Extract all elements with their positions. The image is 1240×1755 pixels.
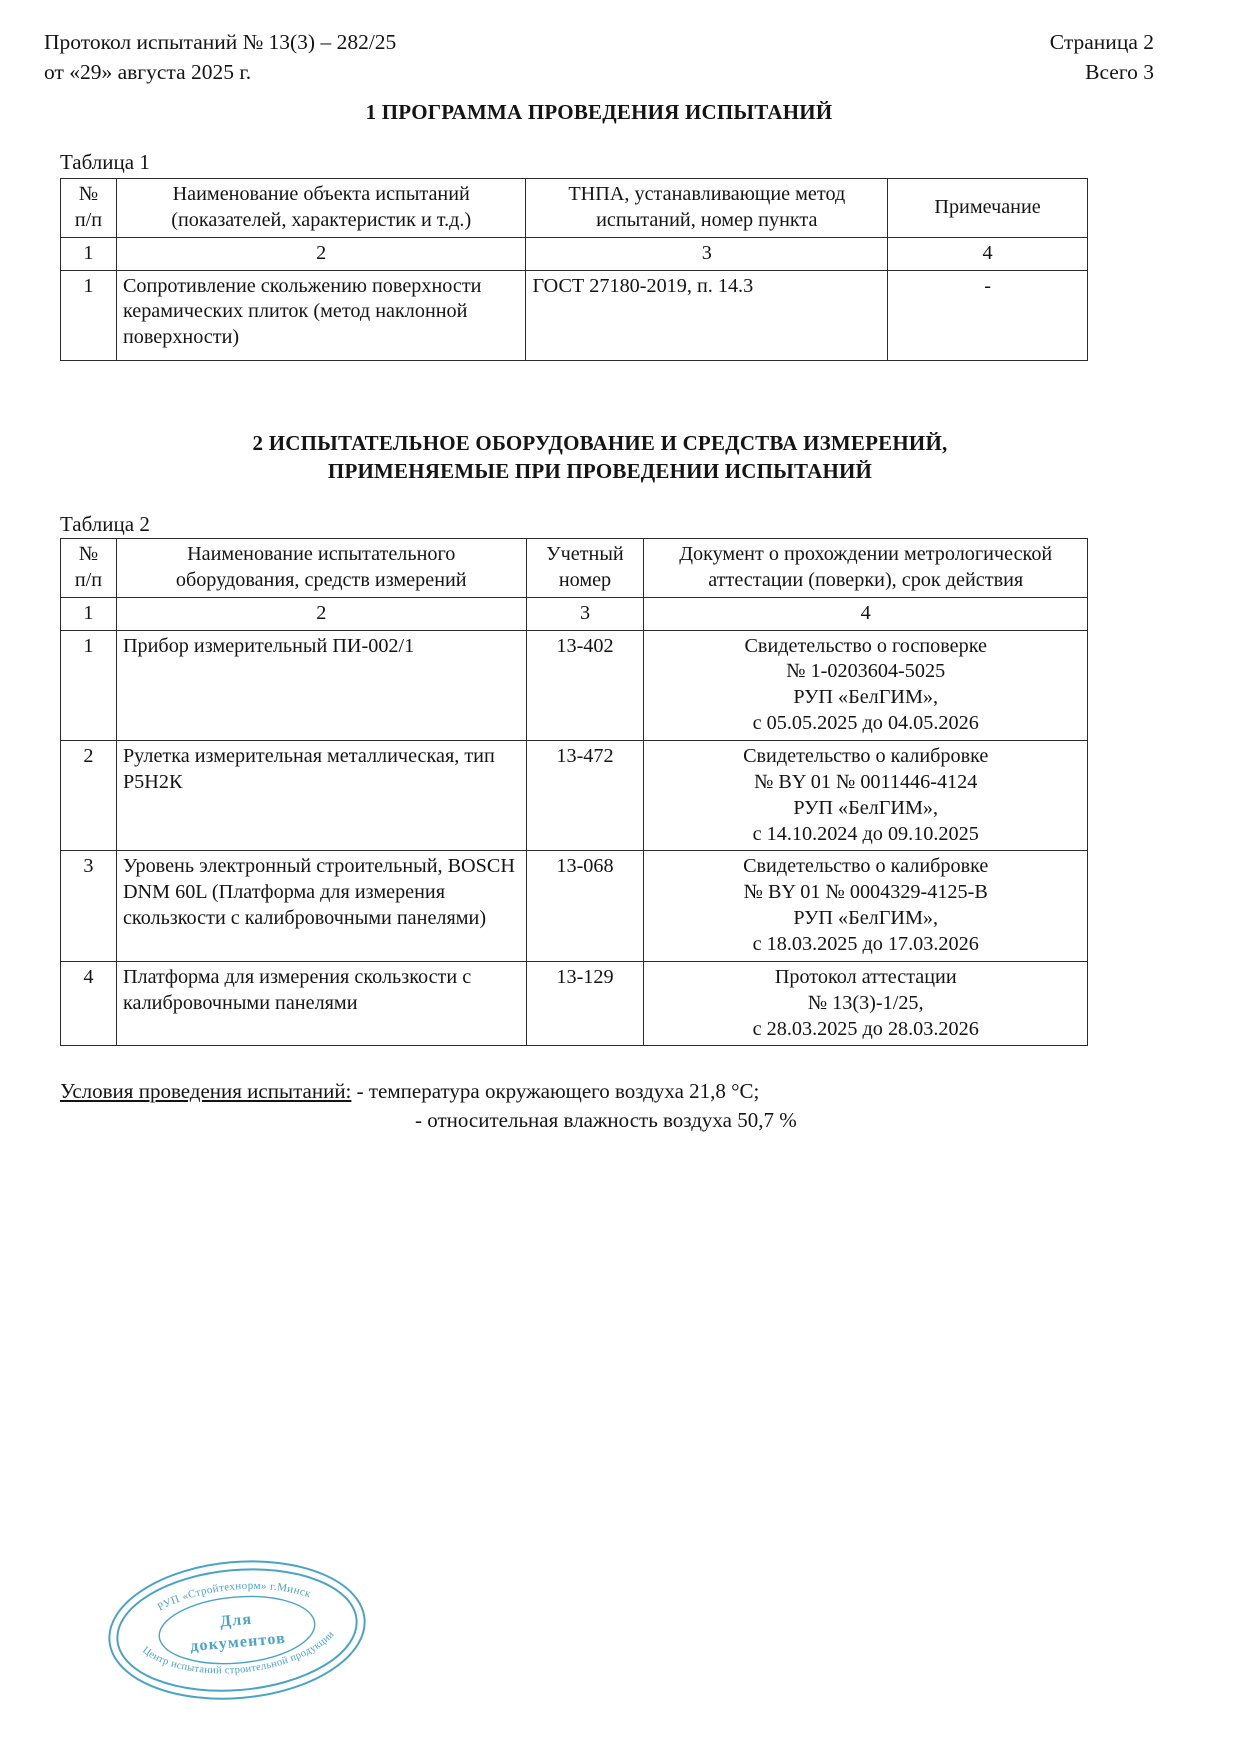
table-2-header-document: Документ о прохождении метрологической аттестации (поверки), срок действия [644,539,1088,598]
table-1-row-1-note: - [888,270,1088,360]
table-2-row-3-document [644,851,1088,961]
test-conditions-humidity: - относительная влажность воздуха 50,7 % [415,1108,797,1133]
table-2-row-3-doc-line-2: № BY 01 № 0004329-4125-В [743,881,988,904]
table-1-colnum-2: 2 [116,237,526,270]
table-2-colnum-1: 1 [61,597,117,630]
table-2-row-1-doc-line-4: с 05.05.2025 до 04.05.2026 [752,712,979,735]
table-2-header-regnum-line1: Учетный [546,543,624,565]
table-2-row-1-np: 1 [61,630,117,740]
stamp-center-line-1: Для [219,1610,253,1631]
table-2-row-4-doc-line-3: с 28.03.2025 до 28.03.2026 [752,1017,979,1040]
table-1-header-object: Наименование объекта испытаний (показателей, характеристик и т.д.) [116,179,526,238]
table-2-row-4-name: Платформа для измерения скользкости с калибровочными панелями [116,961,526,1046]
table-2-row-4-np: 4 [61,961,117,1046]
section-2-title-line2: ПРИМЕНЯЕМЫЕ ПРИ ПРОВЕДЕНИИ ИСПЫТАНИЙ [327,458,873,483]
stamp-bottom-text: Центр испытаний строительной продукции [140,1629,337,1677]
table-2-header-np [61,539,117,598]
table-2-row-1-name: Прибор измерительный ПИ-002/1 [116,630,526,740]
section-2-title-line1: 2 ИСПЫТАТЕЛЬНОЕ ОБОРУДОВАНИЕ И СРЕДСТВА ИЗМЕРЕНИЙ, [252,431,948,455]
table-2-row-2-doc-line-1: Свидетельство о калибровке [743,745,989,768]
header-protocol-info [44,28,396,87]
table-2-row-3-regnum: 13-068 [526,851,644,961]
table-1-header-np [61,179,117,238]
table-2-row-1-doc-line-3: РУП «БелГИМ», [793,686,939,709]
page-number-label: Страница 2 [1049,30,1154,54]
section-1-title: 1 ПРОГРАММА ПРОВЕДЕНИЯ ИСПЫТАНИЙ [365,100,833,124]
table-2-row-2-name: Рулетка измерительная металлическая, тип Р5Н2К [116,741,526,851]
table-2-row-1-regnum: 13-402 [526,630,644,740]
table-2-row-2-np: 2 [61,741,117,851]
table-1-colnum-4: 4 [888,237,1088,270]
table-2-header-name: Наименование испытательного оборудования, средств измерений [116,539,526,598]
table-2-colnum-2: 2 [116,597,526,630]
test-conditions [60,1077,1110,1136]
table-2-colnum-3: 3 [526,597,644,630]
table-1-header-np-line2: п/п [74,208,103,231]
table-1-row-1-tnpa: ГОСТ 27180-2019, п. 14.3 [526,270,888,360]
table-2-row-1-doc-line-2: № 1-0203604-5025 [786,660,946,683]
table-numbering-row [61,237,1088,270]
program-table [60,178,1088,361]
table-2-header-np-line2: п/п [74,568,103,591]
table-1-row-1-object: Сопротивление скольжению поверхности керамических плиток (метод наклонной поверхности) [116,270,526,360]
table-2-row-3-doc-line-1: Свидетельство о калибровке [743,855,989,878]
table-numbering-row [61,597,1088,630]
svg-text:РУП «Стройтехнорм» г.Минск [154,1574,314,1614]
test-conditions-line-1 [60,1077,1110,1106]
stamp-graphic [99,1544,376,1717]
table-2-row-1-doc-line-1: Свидетельство о госповерке [744,634,987,657]
table-2-row-2-doc-line-4: с 14.10.2024 до 09.10.2025 [752,822,979,845]
table-2-row-2-doc-line-3: РУП «БелГИМ», [793,796,939,819]
table-row [61,741,1088,851]
table-1-colnum-3: 3 [526,237,888,270]
document-header [44,28,1154,87]
table-2-row-4-document [644,961,1088,1046]
table-1-header-np-line1: № [78,183,99,205]
header-pagination [1050,28,1154,87]
table-1-colnum-1: 1 [61,237,117,270]
header-protocol-number: Протокол испытаний № 13(3) – 282/25 [44,30,397,54]
table-2-row-3-doc-line-3: РУП «БелГИМ», [793,907,939,930]
table-1-row-1-np: 1 [61,270,117,360]
table-2-header-regnum [526,539,644,598]
stamp-center-line-2: документов [189,1629,287,1656]
table-1-header-tnpa: ТНПА, устанавливающие метод испытаний, номер пункта [526,179,888,238]
table-2-row-4-regnum: 13-129 [526,961,644,1046]
official-stamp [99,1544,376,1717]
table-2-header-regnum-line2: номер [558,568,612,591]
test-conditions-label: Условия проведения испытаний: [60,1079,352,1103]
table-2-colnum-4: 4 [644,597,1088,630]
table-2-row-3-name: Уровень электронный строительный, BOSCH DNM 60L (Платформа для измерения скользкости с калибровочными панелями) [116,851,526,961]
table-2-row-1-document [644,630,1088,740]
table-row [61,630,1088,740]
stamp-top-text: РУП «Стройтехнорм» г.Минск [155,1579,313,1614]
section-2-title [100,430,1100,485]
table-2-caption: Таблица 2 [60,512,150,536]
table-1-caption: Таблица 1 [60,150,150,174]
table-2-row-2-regnum: 13-472 [526,741,644,851]
table-row [61,851,1088,961]
table-2-row-4-doc-line-1: Протокол аттестации [774,965,957,988]
total-pages-label: Всего 3 [1085,59,1154,84]
table-header-row [61,179,1088,238]
test-conditions-temperature: - температура окружающего воздуха 21,8 °С; [351,1079,760,1103]
equipment-table [60,538,1088,1046]
table-2-row-3-np: 3 [61,851,117,961]
table-2-row-2-doc-line-2: № BY 01 № 0011446-4124 [754,770,978,793]
table-row [61,961,1088,1046]
table-2-row-4-doc-line-2: № 13(3)-1/25, [807,991,924,1014]
table-row [61,270,1088,360]
table-header-row [61,539,1088,598]
table-2-row-2-document [644,741,1088,851]
table-2-row-3-doc-line-4: с 18.03.2025 до 17.03.2026 [752,933,979,956]
table-1-header-note: Примечание [888,179,1088,238]
header-protocol-date: от «29» августа 2025 г. [44,59,252,84]
table-2-header-np-line1: № [78,543,99,565]
